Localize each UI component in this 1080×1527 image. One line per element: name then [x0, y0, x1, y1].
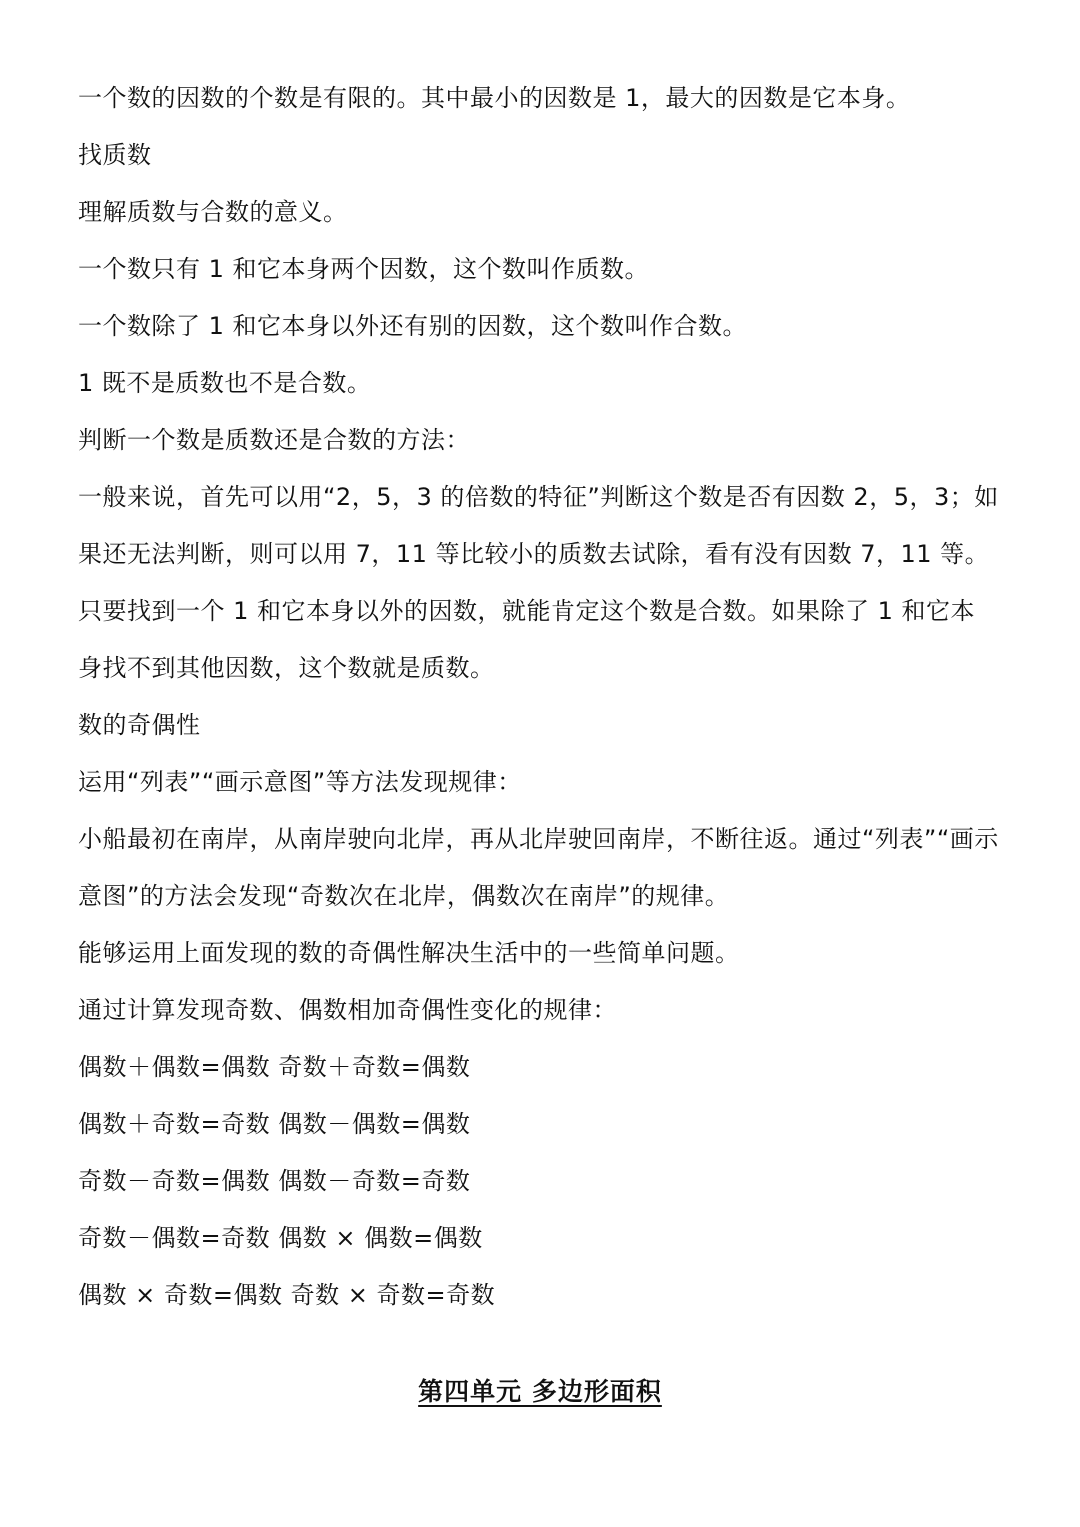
- unit-heading: 第四单元 多边形面积: [418, 1377, 662, 1406]
- text-line: 一个数的因数的个数是有限的。其中最小的因数是 1，最大的因数是它本身。: [78, 84, 911, 112]
- rule-line: 偶数＋偶数=偶数 奇数＋奇数=偶数: [78, 1053, 471, 1081]
- rule-line: 偶数＋奇数=奇数 偶数－偶数=偶数: [78, 1110, 471, 1138]
- section-title: 数的奇偶性: [78, 711, 201, 739]
- text-line: 只要找到一个 1 和它本身以外的因数，就能肯定这个数是合数。如果除了 1 和它本: [78, 597, 976, 625]
- text-line: 小船最初在南岸，从南岸驶向北岸，再从北岸驶回南岸，不断往返。通过“列表”“画示: [78, 825, 999, 853]
- text-line: 运用“列表”“画示意图”等方法发现规律：: [78, 768, 522, 796]
- text-line: 判断一个数是质数还是合数的方法：: [78, 426, 470, 454]
- section-title: 找质数: [78, 141, 152, 169]
- rule-line: 奇数－偶数=奇数 偶数 × 偶数=偶数: [78, 1224, 483, 1252]
- text-line: 一个数只有 1 和它本身两个因数，这个数叫作质数。: [78, 255, 650, 283]
- text-line: 意图”的方法会发现“奇数次在北岸，偶数次在南岸”的规律。: [78, 882, 730, 910]
- text-line: 果还无法判断，则可以用 7，11 等比较小的质数去试除，看有没有因数 7，11 等。: [78, 540, 990, 568]
- text-line: 一个数除了 1 和它本身以外还有别的因数，这个数叫作合数。: [78, 312, 748, 340]
- rule-line: 奇数－奇数=偶数 偶数－奇数=奇数: [78, 1167, 471, 1195]
- text-line: 理解质数与合数的意义。: [78, 198, 348, 226]
- text-line: 1 既不是质数也不是合数。: [78, 369, 372, 397]
- rule-line: 偶数 × 奇数=偶数 奇数 × 奇数=奇数: [78, 1281, 496, 1309]
- text-line: 能够运用上面发现的数的奇偶性解决生活中的一些简单问题。: [78, 939, 740, 967]
- text-line: 身找不到其他因数，这个数就是质数。: [78, 654, 495, 682]
- text-line: 一般来说，首先可以用“2，5，3 的倍数的特征”判断这个数是否有因数 2，5，3；如: [78, 483, 999, 511]
- unit-heading-container: [0, 1372, 1080, 1412]
- document-body: [78, 70, 1008, 1324]
- text-line: 通过计算发现奇数、偶数相加奇偶性变化的规律：: [78, 996, 617, 1024]
